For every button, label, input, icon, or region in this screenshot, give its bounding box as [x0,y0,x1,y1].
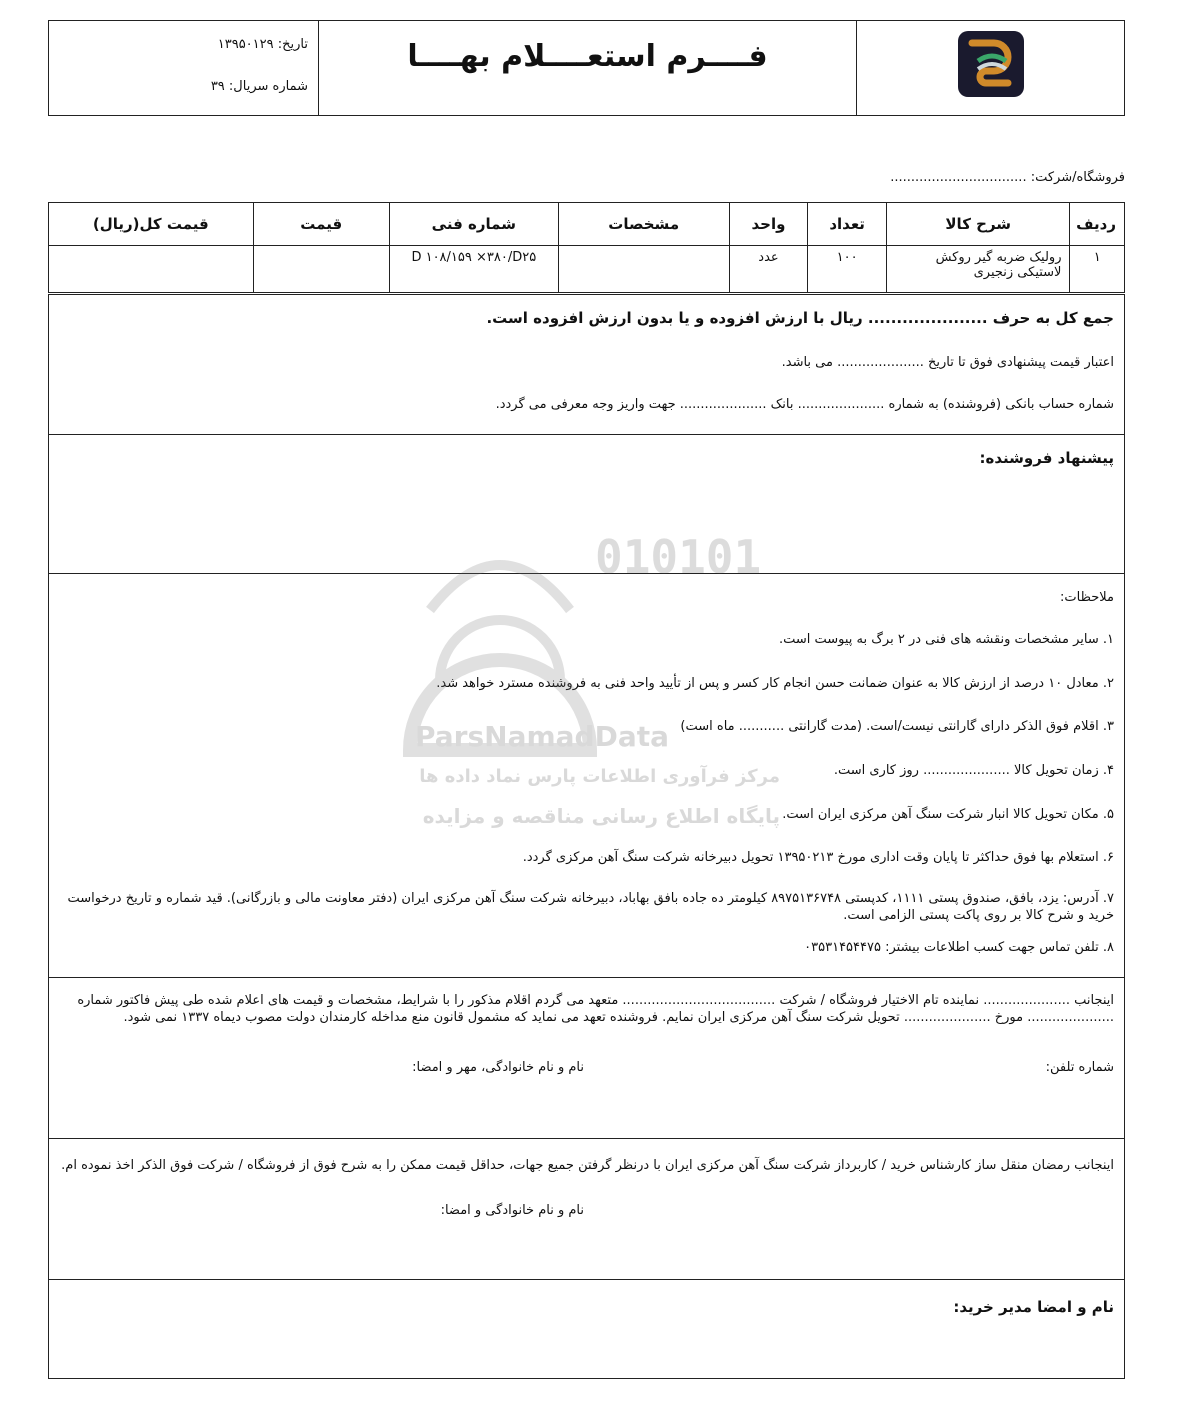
note-item: ۱. سایر مشخصات ونقشه های فنی در ۲ برگ به پیوست است. [778,632,1114,647]
bank-account-line: شماره حساب بانکی (فروشنده) به شماره ..................... بانک ..................... جهت واریز وجه معرفی می گردد. [495,397,1114,412]
note-item: ۵. مکان تحویل کالا انبار شرکت سنگ آهن مرکزی ایران است. [782,807,1114,822]
phone-label: شماره تلفن: [1045,1060,1114,1075]
serial-label: شماره سریال: ۳۹ [210,79,308,94]
buyer-signature-label: نام و نام خانوادگی و امضا: [440,1203,584,1218]
col-total-price: قیمت کل(ریال) [49,203,254,246]
title-cell [318,21,856,115]
date-label: تاریخ: ۱۳۹۵۰۱۲۹ [217,37,308,52]
cell-row-number: ۱ [1070,246,1125,293]
col-specs: مشخصات [558,203,729,246]
form-header [48,20,1125,116]
cell-tech-number: D ۱۰۸/۱۵۹ ×۳۸۰/D۲۵ [389,246,558,293]
seller-offer-section [48,434,1125,574]
form-title: فــــرم استعــــلام بهــــا [407,39,768,74]
note-item: ۸. تلفن تماس جهت کسب اطلاعات بیشتر: ۰۳۵۳۱۴۵۴۴۷۵ [804,940,1114,955]
manager-signature-label: نام و امضا مدیر خرید: [953,1298,1114,1316]
seller-declaration-section [48,977,1125,1139]
shop-company-line: فروشگاه/شرکت: ................................. [890,170,1125,185]
cell-specs [558,246,729,293]
items-table [48,202,1125,293]
buyer-declaration-section [48,1138,1125,1280]
col-row-number: ردیف [1070,203,1125,246]
notes-section [48,573,1125,978]
col-description: شرح کالا [886,203,1070,246]
seller-offer-label: پیشنهاد فروشنده: [979,449,1114,467]
cell-total-price [49,246,254,293]
watermark-brand: ParsNamadData [415,720,669,753]
note-item: ۶. استعلام بها فوق حداکثر تا پایان وقت اداری مورخ ۱۳۹۵۰۲۱۳ تحویل دبیرخانه شرکت سنگ آهن مرکزی گردد. [522,850,1114,865]
watermark-line-2: پایگاه اطلاع رسانی مناقصه و مزایده [422,804,780,828]
declaration-text: اینجانب ..................... نماینده تام الاختیار فروشگاه / شرکت ..................................... متعهد می گردم اقلام مذکور را با شرایط، مشخصات و قیمت های اعلام شده طی پیش فاکتور شماره ..................... مورخ ..................... تحویل شرکت سنگ آهن مرکزی ایران نمایم. فروشنده تعهد می نماید که مشمول قانون منع مداخله کارمندان دولت مصوب دیماه ۱۳۳۷ نمی شود. [77,993,1114,1025]
note-item: ۷. آدرس: یزد، بافق، صندوق پستی ۱۱۱۱، کدپستی ۸۹۷۵۱۳۶۷۴۸ کیلومتر ده جاده بافق بهاباد، دبیرخانه شرکت سنگ آهن مرکزی ایران (دفتر معاونت مالی و بازرگانی). قید شماره و تاریخ درخواست خرید و شرح کالا بر روی پاکت پستی الزامی است. [67,891,1114,923]
logo-cell [856,21,1124,115]
meta-cell [48,21,318,115]
validity-line: اعتبار قیمت پیشنهادی فوق تا تاریخ ..................... می باشد. [781,355,1114,370]
seller-signature-label: نام و نام خانوادگی، مهر و امضا: [412,1060,584,1075]
note-item: ۴. زمان تحویل کالا ..................... روز کاری است. [833,763,1114,778]
note-item: ۲. معادل ۱۰ درصد از ارزش کالا به عنوان ضمانت حسن انجام کار کسر و پس از تأیید واحد فنی به فروشنده مسترد خواهد شد. [436,676,1114,691]
cell-description: رولیک ضربه گیر روکش لاستیکی زنجیری [886,246,1070,293]
col-tech-number: شماره فنی [389,203,558,246]
buyer-text: اینجانب رمضان منقل ساز کارشناس خرید / کاربرداز شرکت سنگ آهن مرکزی ایران با درنظر گرفتن جمیع جهات، حداقل قیمت ممکن را به شرح فوق از فروشگاه / شرکت فوق الذکر اخذ نموده ام. [61,1158,1114,1173]
note-item: ۳. اقلام فوق الذکر دارای گارانتی نیست/است. (مدت گارانتی ........... ماه است) [680,719,1114,734]
table-header-row [49,203,1125,246]
col-price: قیمت [253,203,389,246]
table-row [49,246,1125,293]
manager-section [48,1279,1125,1379]
watermark-digits: 010101 [595,530,762,584]
company-logo-icon [958,31,1024,97]
col-quantity: تعداد [808,203,887,246]
totals-section [48,294,1125,435]
cell-price [253,246,389,293]
sum-in-words-line: جمع کل به حرف ..................... ریال با ارزش افزوده و یا بدون ارزش افزوده است. [486,309,1114,327]
cell-unit: عدد [729,246,808,293]
watermark-line-1: مرکز فرآوری اطلاعات پارس نماد داده ها [419,766,780,787]
cell-quantity: ۱۰۰ [808,246,887,293]
notes-title: ملاحظات: [1060,590,1114,605]
col-unit: واحد [729,203,808,246]
